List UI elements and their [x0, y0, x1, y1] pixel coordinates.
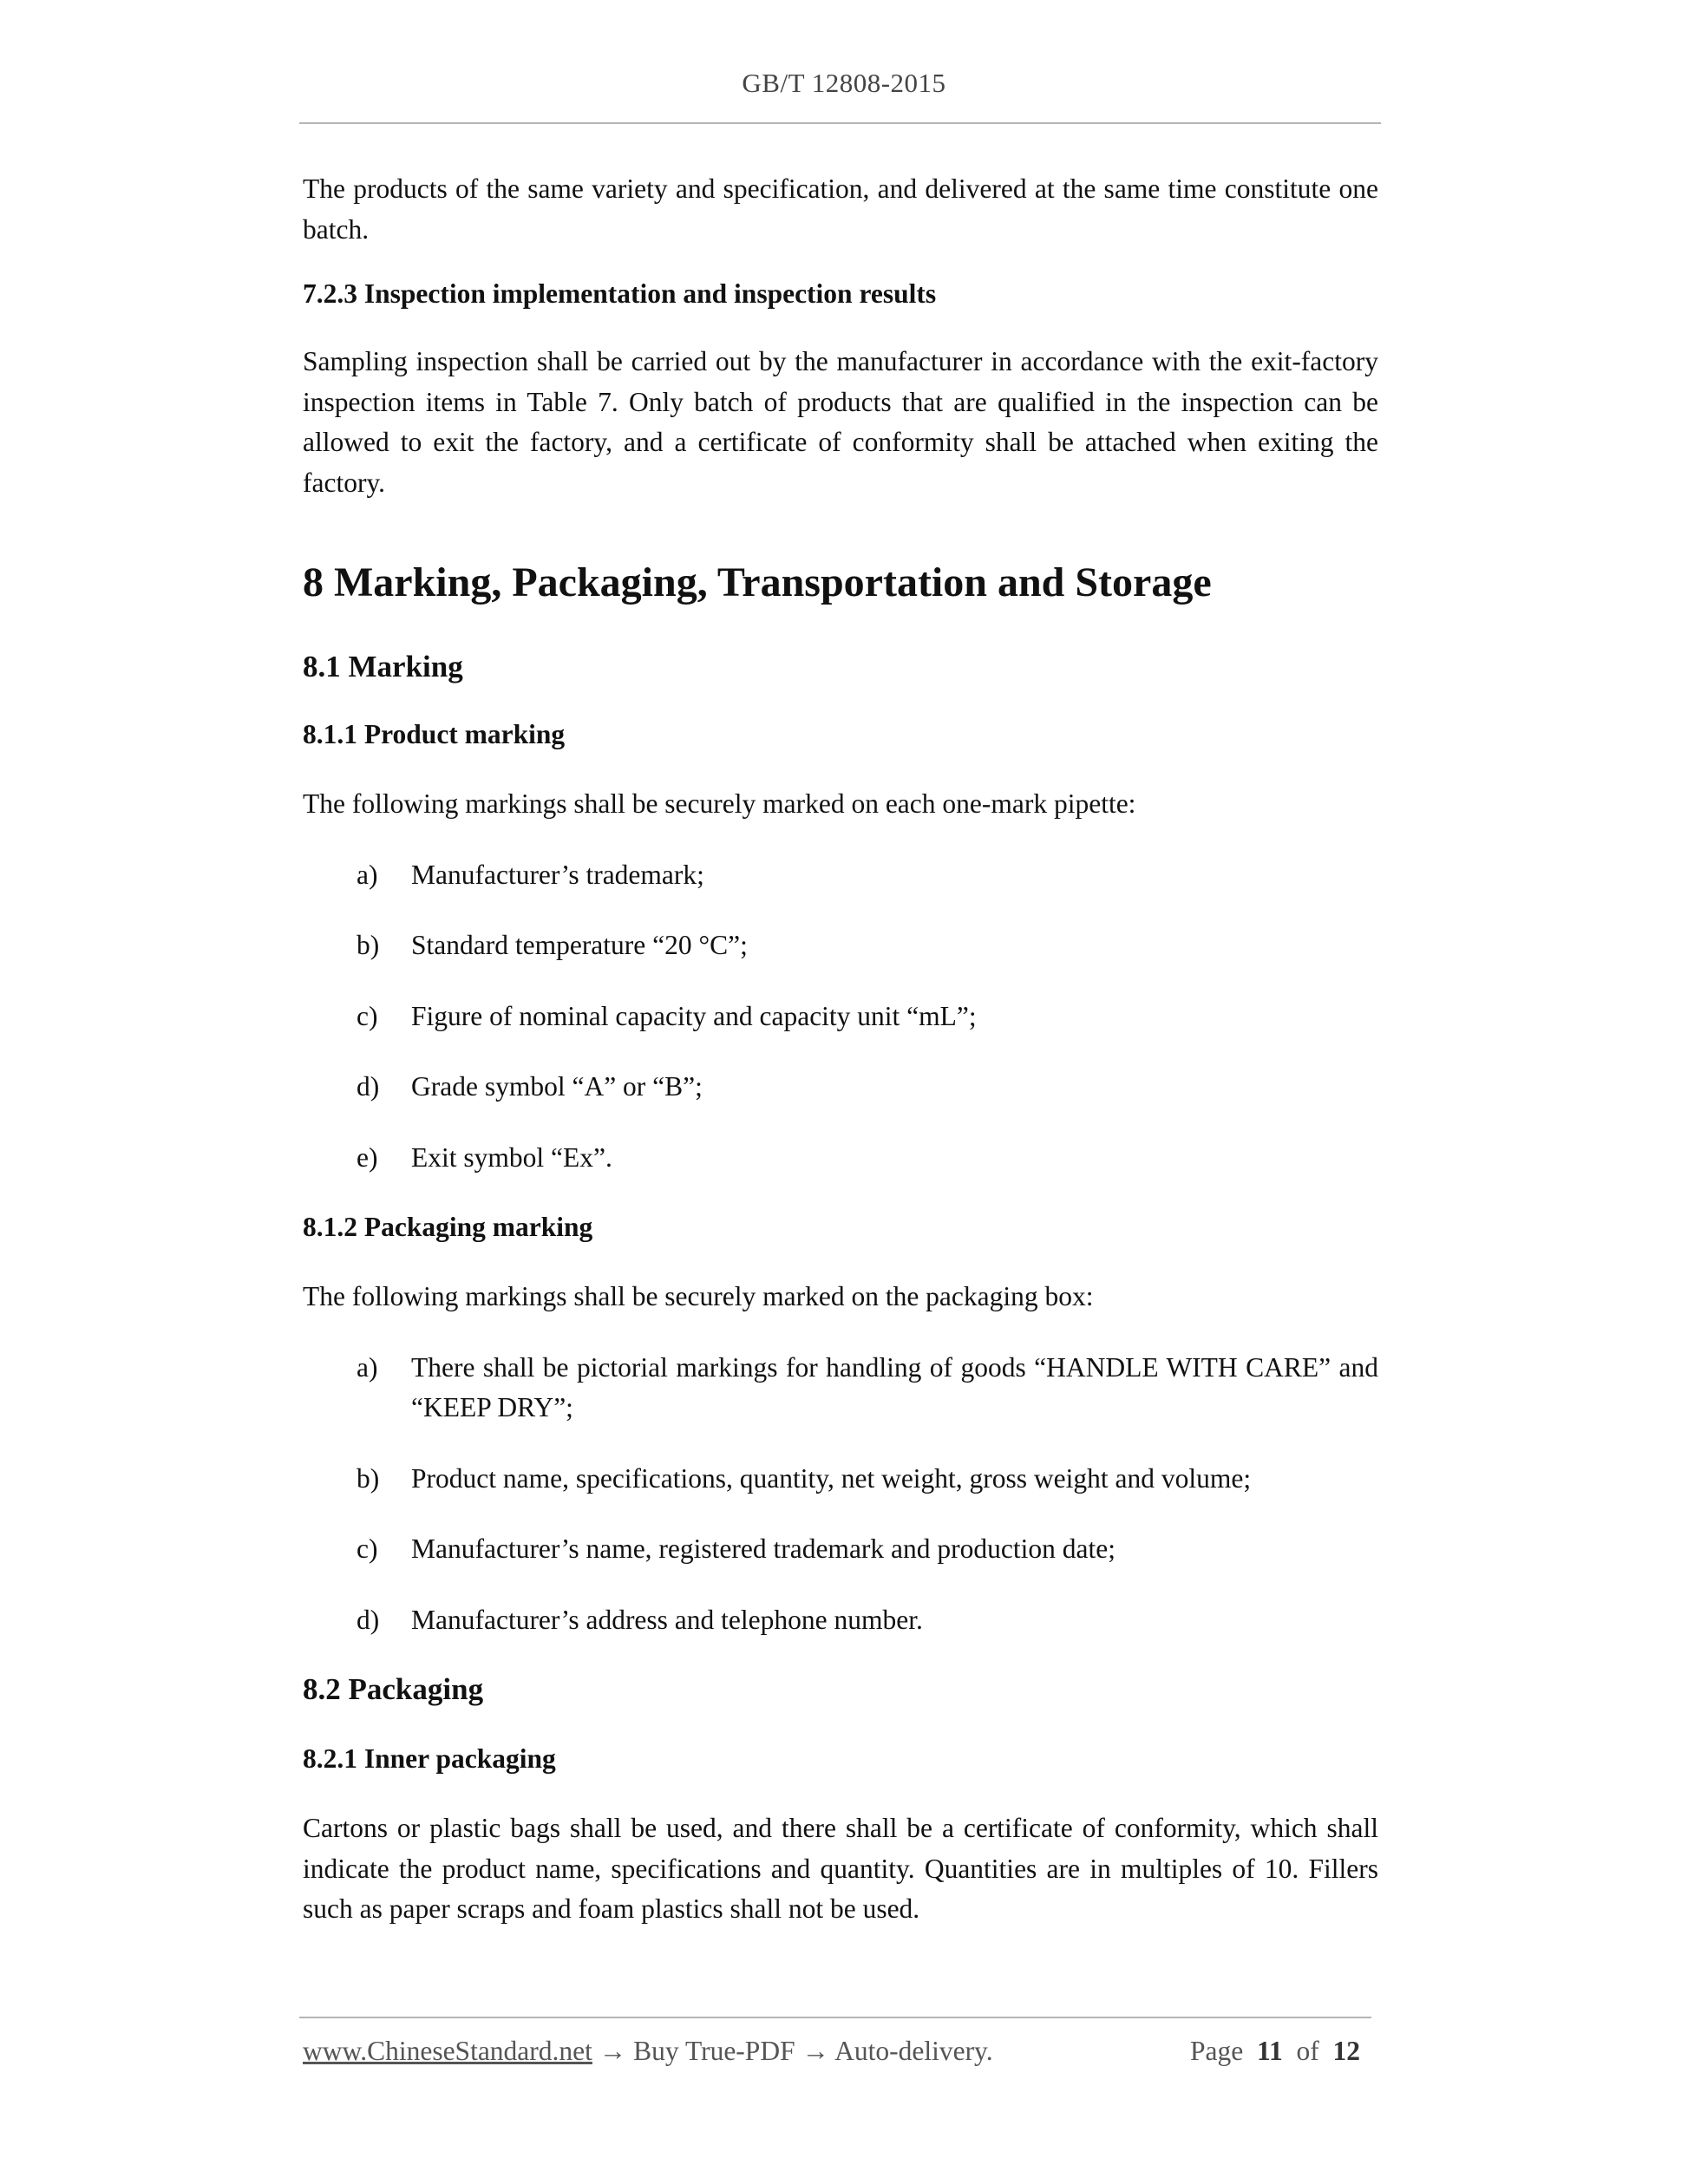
- batch-paragraph: The products of the same variety and specification, and delivered at the same time constitute one batch.: [303, 173, 1378, 245]
- section-8-1-2-heading: 8.1.2 Packaging marking: [303, 1212, 593, 1242]
- list-item-text: Standard temperature “20 °C”;: [411, 930, 748, 960]
- list-item: [303, 1529, 1378, 1570]
- list-item-label: c): [357, 1000, 378, 1031]
- list-item-label: c): [357, 1533, 378, 1564]
- footer-links: [303, 2036, 993, 2067]
- list-item-text: Manufacturer’s name, registered trademark and production date;: [411, 1533, 1116, 1564]
- list-item-text: Manufacturer’s address and telephone number.: [411, 1604, 923, 1635]
- list-item: [303, 1600, 1378, 1641]
- section-8-2-heading: 8.2 Packaging: [303, 1672, 484, 1706]
- section-8-heading: 8 Marking, Packaging, Transportation and Storage: [303, 559, 1212, 605]
- list-item-label: d): [357, 1604, 380, 1635]
- list-item-text: Manufacturer’s trademark;: [411, 859, 704, 890]
- list-item-text: Exit symbol “Ex”.: [411, 1141, 612, 1173]
- list-item-text: There shall be pictorial markings for handling of goods “HANDLE WITH CARE” and “KEEP DRY”;: [411, 1351, 1378, 1422]
- list-item: [303, 925, 1378, 966]
- section-7-2-3-paragraph: Sampling inspection shall be carried out by the manufacturer in accordance with the exit-factory inspection items in Table 7. Only batch of products that are qualified in the inspection can be allowed to exit the factory, and a certificate of conformity shall be attached when exiting the factory.: [303, 346, 1378, 498]
- list-item: [303, 1138, 1378, 1179]
- list-item: [303, 1067, 1378, 1108]
- list-item-text: Grade symbol “A” or “B”;: [411, 1071, 703, 1102]
- arrow-right-icon: →: [801, 2036, 829, 2066]
- list-item-label: e): [357, 1141, 378, 1173]
- header-divider: [299, 122, 1381, 124]
- document-body: [303, 169, 1378, 1930]
- current-page: 11: [1256, 2036, 1283, 2066]
- list-item-label: b): [357, 930, 380, 960]
- section-8-2-1-heading: 8.2.1 Inner packaging: [303, 1743, 556, 1774]
- product-marking-list: [303, 855, 1378, 1179]
- section-7-2-3-heading: 7.2.3 Inspection implementation and inspection results: [303, 278, 937, 309]
- of-label: of: [1296, 2036, 1319, 2066]
- page-number: [1190, 2036, 1360, 2067]
- auto-delivery-text: Auto-delivery.: [834, 2036, 993, 2066]
- section-8-1-heading: 8.1 Marking: [303, 650, 463, 683]
- section-8-1-1-intro: The following markings shall be securely marked on each one-mark pipette:: [303, 788, 1136, 819]
- website-link[interactable]: www.ChineseStandard.net: [303, 2036, 592, 2066]
- list-item: [303, 855, 1378, 896]
- list-item-label: a): [357, 1351, 378, 1383]
- buy-pdf-text: Buy True-PDF: [633, 2036, 795, 2066]
- list-item-text: Product name, specifications, quantity, net weight, gross weight and volume;: [411, 1462, 1252, 1494]
- arrow-right-icon: →: [599, 2036, 627, 2066]
- list-item-label: d): [357, 1071, 380, 1102]
- section-8-2-1-paragraph: Cartons or plastic bags shall be used, and there shall be a certificate of conformity, which shall indicate the product name, specifications and quantity. Quantities are in multiples of 10. Fillers such as paper scraps and foam plastics shall not be used.: [303, 1813, 1378, 1924]
- section-8-1-2-intro: The following markings shall be securely marked on the packaging box:: [303, 1281, 1094, 1311]
- list-item-label: a): [357, 859, 378, 890]
- packaging-marking-list: [303, 1348, 1378, 1641]
- list-item: [303, 997, 1378, 1037]
- page-label: Page: [1190, 2036, 1244, 2066]
- list-item: [303, 1459, 1378, 1500]
- list-item-text: Figure of nominal capacity and capacity unit “mL”;: [411, 1000, 977, 1031]
- footer-divider: [299, 2017, 1371, 2018]
- section-8-1-1-heading: 8.1.1 Product marking: [303, 719, 566, 749]
- list-item-label: b): [357, 1462, 380, 1494]
- total-pages: 12: [1332, 2036, 1360, 2066]
- list-item: [303, 1348, 1378, 1429]
- page-header: GB/T 12808-2015: [742, 68, 946, 98]
